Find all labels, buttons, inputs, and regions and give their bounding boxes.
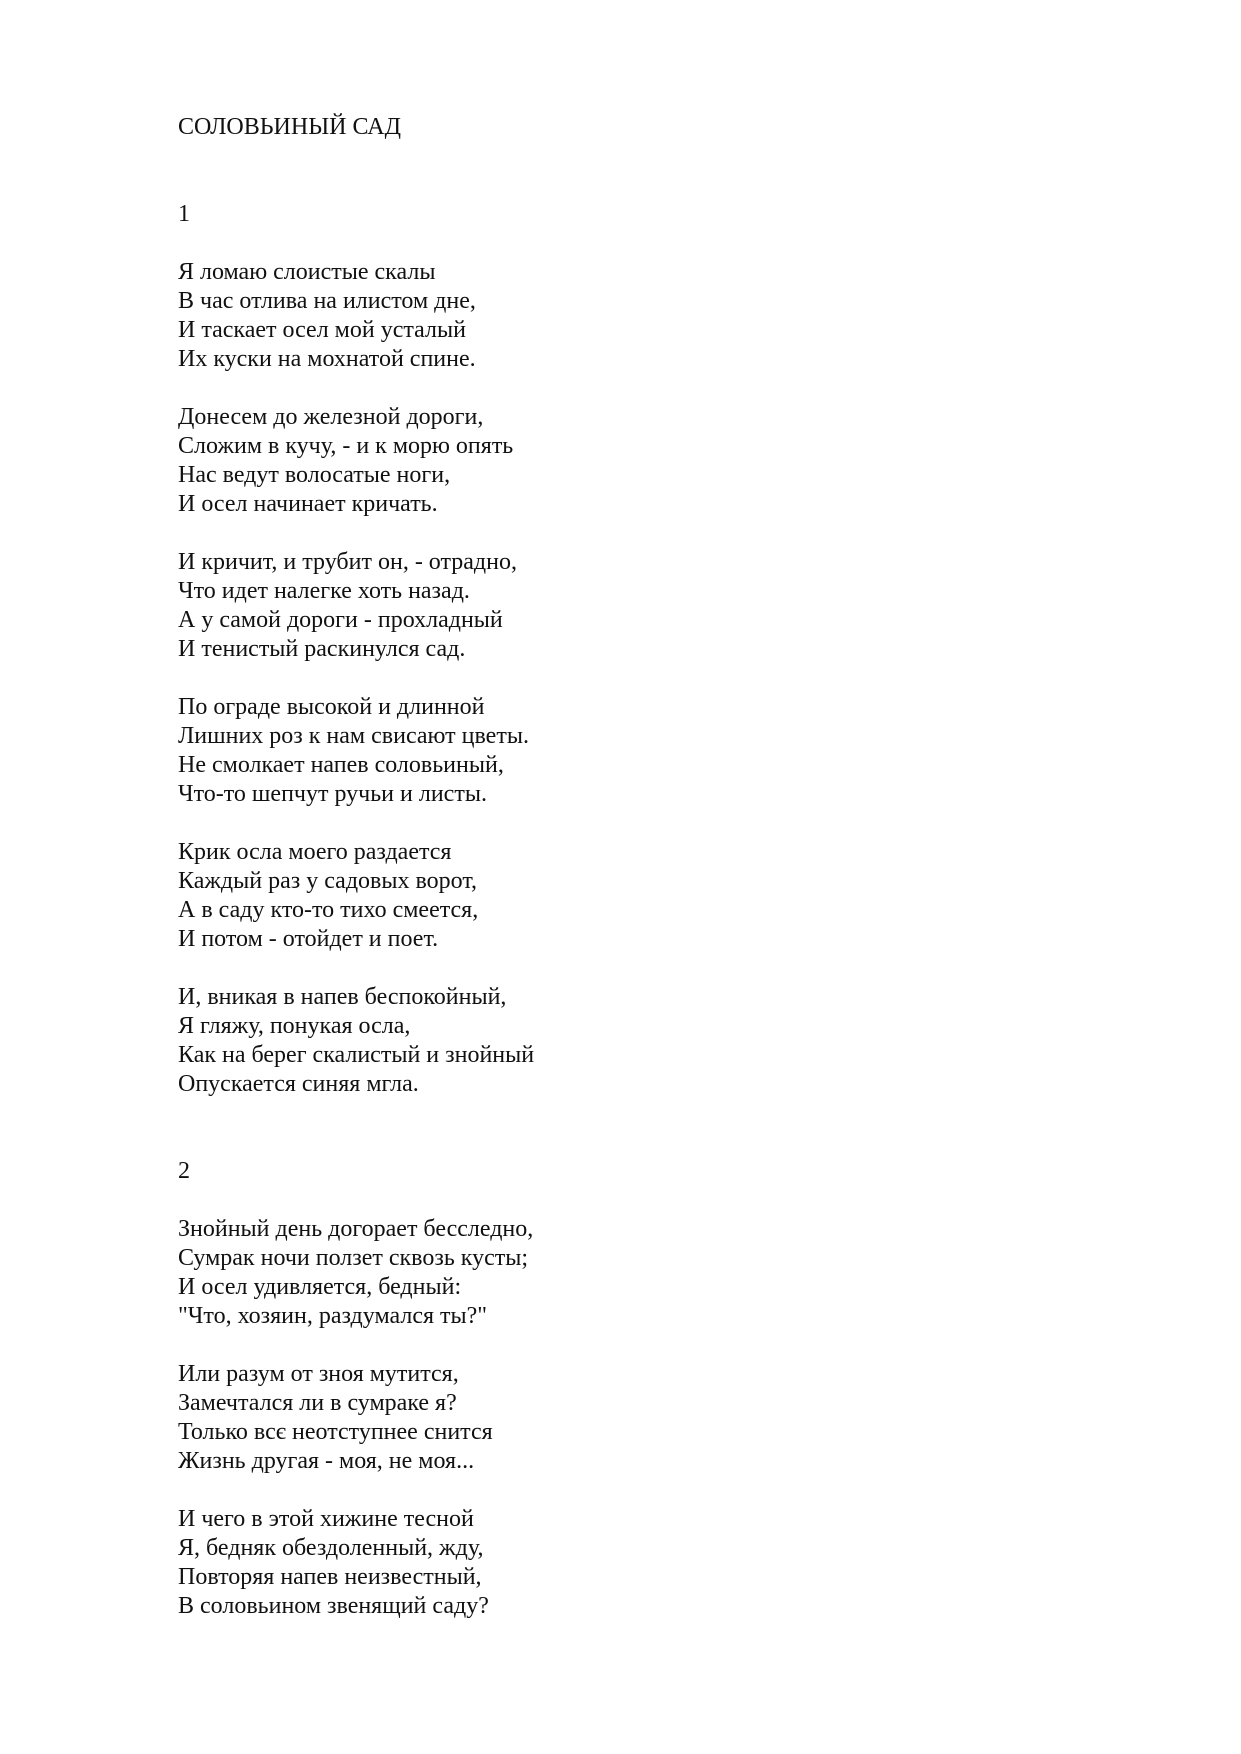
part-number: 1 bbox=[178, 201, 190, 227]
verse-line: Крик осла моего раздается bbox=[178, 839, 452, 865]
verse-line: Их куски на мохнатой спине. bbox=[178, 346, 476, 372]
stanza bbox=[178, 258, 1078, 374]
verse-line: Нас ведут волосатые ноги, bbox=[178, 462, 451, 488]
verse-line: Что-то шепчут ручьи и листы. bbox=[178, 781, 487, 807]
stanza bbox=[178, 1505, 1078, 1621]
verse-line: Знойный день догорает бесследно, bbox=[178, 1216, 534, 1242]
verse-line: Донесем до железной дороги, bbox=[178, 404, 484, 430]
poem-text bbox=[178, 113, 1078, 1621]
verse-line: Повторяя напев неизвестный, bbox=[178, 1564, 482, 1590]
verse-line: Я гляжу, понукая осла, bbox=[178, 1013, 411, 1039]
stanza bbox=[178, 1360, 1078, 1476]
verse-line: А у самой дороги - прохладный bbox=[178, 607, 503, 633]
verse-line: Сложим в кучу, - и к морю опять bbox=[178, 433, 514, 459]
stanza bbox=[178, 983, 1078, 1099]
stanza bbox=[178, 693, 1078, 809]
stanza bbox=[178, 838, 1078, 954]
poem-title: СОЛОВЬИНЫЙ САД bbox=[178, 114, 401, 140]
verse-line: И чего в этой хижине тесной bbox=[178, 1506, 474, 1532]
verse-line: По ограде высокой и длинной bbox=[178, 694, 485, 720]
verse-line: И, вникая в напев беспокойный, bbox=[178, 984, 507, 1010]
verse-line: И осел начинает кричать. bbox=[178, 491, 438, 517]
verse-line: "Что, хозяин, раздумался ты?" bbox=[178, 1303, 488, 1329]
verse-line: Как на берег скалистый и знойный bbox=[178, 1042, 535, 1068]
verse-line: Каждый раз у садовых ворот, bbox=[178, 868, 478, 894]
stanza bbox=[178, 548, 1078, 664]
verse-line: Сумрак ночи ползет сквозь кусты; bbox=[178, 1245, 529, 1271]
verse-line: И таскает осел мой усталый bbox=[178, 317, 466, 343]
stanza bbox=[178, 403, 1078, 519]
verse-line: Опускается синяя мгла. bbox=[178, 1071, 419, 1097]
verse-line: Не смолкает напев соловьиный, bbox=[178, 752, 504, 778]
verse-line: И тенистый раскинулся сад. bbox=[178, 636, 466, 662]
verse-line: А в саду кто-то тихо смеется, bbox=[178, 897, 479, 923]
verse-line: Лишних роз к нам свисают цветы. bbox=[178, 723, 529, 749]
verse-line: Только всє неотступнее снится bbox=[178, 1419, 493, 1445]
verse-line: Замечтался ли в сумраке я? bbox=[178, 1390, 457, 1416]
verse-line: В соловьином звенящий саду? bbox=[178, 1593, 489, 1619]
verse-line: Или разум от зноя мутится, bbox=[178, 1361, 459, 1387]
verse-line: Я, бедняк обездоленный, жду, bbox=[178, 1535, 484, 1561]
verse-line: И осел удивляется, бедный: bbox=[178, 1274, 462, 1300]
verse-line: Что идет налегке хоть назад. bbox=[178, 578, 470, 604]
verse-line: И потом - отойдет и поет. bbox=[178, 926, 439, 952]
verse-line: Жизнь другая - моя, не моя... bbox=[178, 1448, 475, 1474]
part-number: 2 bbox=[178, 1158, 190, 1184]
verse-line: В час отлива на илистом дне, bbox=[178, 288, 476, 314]
verse-line: Я ломаю слоистые скалы bbox=[178, 259, 436, 285]
stanza bbox=[178, 1215, 1078, 1331]
verse-line: И кричит, и трубит он, - отрадно, bbox=[178, 549, 517, 575]
